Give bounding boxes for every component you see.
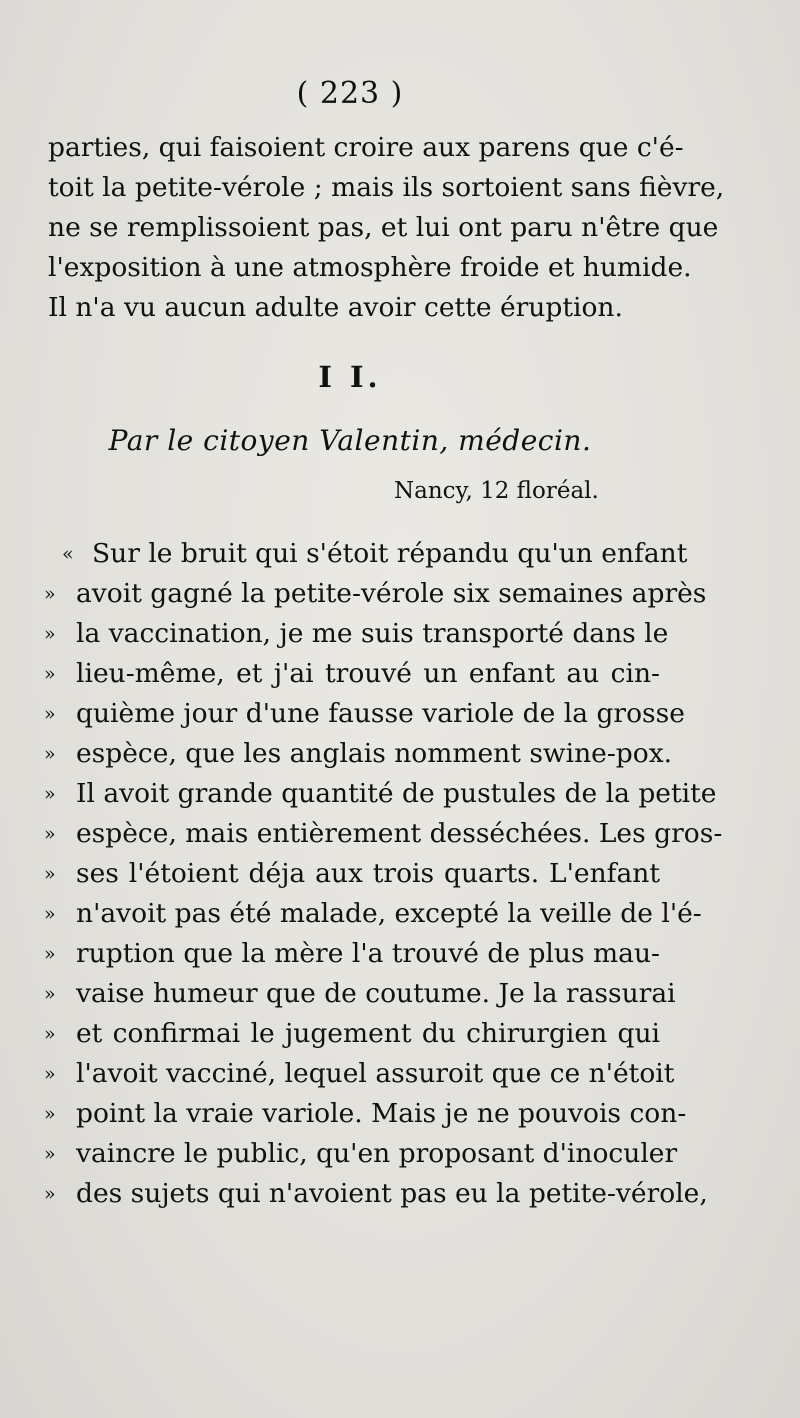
quote-text: quième jour d'une fausse variole de la grosse: [76, 698, 685, 729]
continuation-quote-mark: »: [44, 1183, 56, 1205]
text-line: Il n'a vu aucun adulte avoir cette éruption.: [48, 292, 623, 323]
quote-line: [44, 534, 688, 574]
continuation-quote-mark: »: [44, 743, 56, 765]
quote-text: Il avoit grande quantité de pustules de la petite: [76, 778, 717, 809]
continuation-quote-mark: »: [44, 863, 56, 885]
text-line: ne se remplissoient pas, et lui ont paru n'être que: [48, 212, 719, 243]
quote-text: vaincre le public, qu'en proposant d'inoculer: [76, 1138, 678, 1169]
continuation-quote-mark: »: [44, 663, 56, 685]
quote-text: et confirmai le jugement du chirurgien qui: [76, 1018, 660, 1049]
continuation-quote-mark: »: [44, 583, 56, 605]
continuation-quote-mark: »: [44, 1023, 56, 1045]
continuation-quote-mark: »: [44, 703, 56, 725]
quote-text: point la vraie variole. Mais je ne pouvois con-: [76, 1098, 687, 1129]
text-line: l'exposition à une atmosphère froide et humide.: [48, 252, 692, 283]
continuation-quote-mark: »: [44, 823, 56, 845]
quote-text: avoit gagné la petite-vérole six semaines après: [76, 578, 707, 609]
quote-line: [44, 1174, 708, 1214]
quote-line: [44, 1134, 678, 1174]
text-line: toit la petite-vérole ; mais ils sortoient sans fièvre,: [48, 172, 725, 203]
quote-line: [44, 774, 717, 814]
quote-line: [44, 1094, 687, 1134]
quote-line: [44, 854, 660, 894]
quote-line: [44, 934, 660, 974]
quote-text: n'avoit pas été malade, excepté la veille de l'é-: [76, 898, 702, 929]
quote-text: ses l'étoient déja aux trois quarts. L'enfant: [76, 858, 660, 889]
continuation-quote-mark: »: [44, 1143, 56, 1165]
quote-text: des sujets qui n'avoient pas eu la petite-vérole,: [76, 1178, 708, 1209]
quote-line: [44, 614, 669, 654]
quote-text: l'avoit vacciné, lequel assuroit que ce n'étoit: [76, 1058, 675, 1089]
byline: Par le citoyen Valentin, médecin.: [108, 424, 592, 457]
quote-line: [44, 654, 660, 694]
quote-text: ruption que la mère l'a trouvé de plus mau-: [76, 938, 660, 969]
page-number: ( 223 ): [296, 76, 404, 111]
quote-line: [44, 1014, 660, 1054]
dateline: Nancy, 12 floréal.: [394, 478, 599, 504]
continuation-quote-mark: »: [44, 1103, 56, 1125]
text-line: parties, qui faisoient croire aux parens que c'é-: [48, 132, 684, 163]
quote-text: Sur le bruit qui s'étoit répandu qu'un enfant: [92, 538, 688, 569]
continuation-quote-mark: »: [44, 903, 56, 925]
quote-text: vaise humeur que de coutume. Je la rassurai: [76, 978, 676, 1009]
continuation-quote-mark: »: [44, 783, 56, 805]
quote-text: espèce, que les anglais nomment swine-pox.: [76, 738, 673, 769]
continuation-quote-mark: »: [44, 1063, 56, 1085]
quote-text: la vaccination, je me suis transporté dans le: [76, 618, 669, 649]
continuation-quote-mark: »: [44, 943, 56, 965]
quote-line: [44, 894, 702, 934]
quote-line: [44, 1054, 675, 1094]
continuation-quote-mark: »: [44, 983, 56, 1005]
quote-line: [44, 814, 723, 854]
quote-line: [44, 694, 685, 734]
quote-line: [44, 974, 676, 1014]
quote-line: [44, 574, 707, 614]
opening-quote-mark: «: [62, 543, 74, 565]
quote-text: lieu-même, et j'ai trouvé un enfant au cin-: [76, 658, 660, 689]
quote-line: [44, 734, 673, 774]
continuation-quote-mark: »: [44, 623, 56, 645]
quote-text: espèce, mais entièrement desséchées. Les gros-: [76, 818, 723, 849]
section-number: I I.: [318, 360, 382, 394]
